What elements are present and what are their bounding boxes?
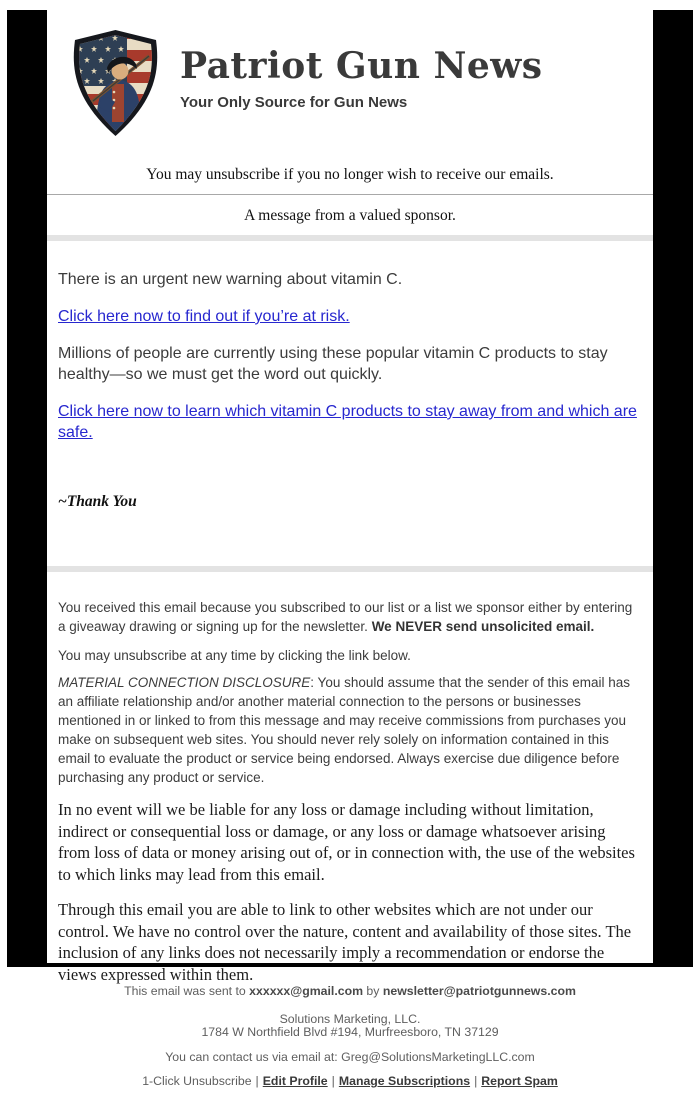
edit-profile-link[interactable]: Edit Profile [262,1074,328,1088]
separator: | [474,1074,478,1088]
section-divider-top [47,235,653,241]
sent-by: by [363,984,383,998]
warning-paragraph: There is an urgent new warning about vitamin C. [58,271,403,288]
never-unsolicited-text: We NEVER send unsolicited email. [371,619,595,634]
newsletter-title: Patriot Gun News [180,45,543,87]
sender-email: newsletter@patriotgunnews.com [382,984,576,998]
sent-prefix: This email was sent to [124,984,250,998]
unsubscribe-anytime-text: You may unsubscribe at any time by clicking the link below. [58,648,411,663]
risk-check-link[interactable]: Click here now to find out if you’re at risk. [58,308,350,325]
contact-line: You can contact us via email at: Greg@SolutionsMarketingLLC.com [165,1049,535,1064]
millions-paragraph: Millions of people are currently using these popular vitamin C products to stay healthy—so we must get the word out quickly. [58,345,608,383]
recipient-email: xxxxxx@gmail.com [249,984,364,998]
disclaimer-section [47,598,653,787]
footer-links-row [0,1075,700,1089]
received-disclaimer [58,598,640,636]
separator: | [255,1074,259,1088]
email-service-footer [0,977,700,1089]
unsubscribe-note: You may unsubscribe if you no longer wish to receive our emails. [146,166,554,183]
company-address-block [0,1013,700,1040]
external-links-paragraph: Through this email you are able to link to other websites which are not under our control. We have no control over the nature, content and availability of those sites. The inclusion of any links does not necessarily imply a recommendation or endorse the views expressed within them. [58,900,632,984]
products-list-link[interactable]: Click here now to learn which vitamin C products to stay away from and which are safe. [58,403,637,441]
newsletter-header [47,28,653,138]
header-divider [47,194,653,195]
company-address: 1784 W Northfield Blvd #194, Murfreesboro, TN 37129 [201,1025,499,1039]
header-text-block [180,28,543,111]
report-spam-link[interactable]: Report Spam [481,1074,558,1088]
separator: | [331,1074,335,1088]
newsletter-tagline: Your Only Source for Gun News [180,93,408,111]
one-click-unsubscribe-link[interactable]: 1-Click Unsubscribe [142,1074,252,1088]
sent-to-line [0,985,700,999]
email-content-card [47,10,653,984]
signoff-text: ~Thank You [58,493,137,510]
material-disclosure-text: : You should assume that the sender of this email has an affiliate relationship and/or another material connection to the persons or businesses mentioned in or linked to from this message and may receive commissions from purchases you make on subsequent web sites. You should never rely solely on information contained in this email to evaluate the product or service being endorsed. Always exercise due diligence before purchasing any product or service. [58,675,630,785]
manage-subscriptions-link[interactable]: Manage Subscriptions [338,1074,471,1088]
sponsor-note: A message from a valued sponsor. [244,207,456,224]
received-text: You received this email because you subscribed to our list or a list we sponsor either by entering a giveaway drawing or signing up for the newsletter. [58,600,633,634]
liability-paragraph: In no event will we be liable for any loss or damage including without limitation, indirect or consequential loss or damage, or any loss or damage whatsoever arising from loss of data or money arising out of, or in connection with, the use of the websites to which links may lead from this email. [58,800,635,884]
material-connection-disclosure [58,673,640,787]
material-disclosure-label: MATERIAL CONNECTION DISCLOSURE [58,675,311,690]
patriot-minuteman-shield-icon [63,28,168,138]
legal-section [47,799,653,985]
email-black-background [7,10,693,984]
section-divider-bottom [47,566,653,572]
sponsor-message-body [47,269,653,512]
company-name: Solutions Marketing, LLC. [279,1011,421,1026]
